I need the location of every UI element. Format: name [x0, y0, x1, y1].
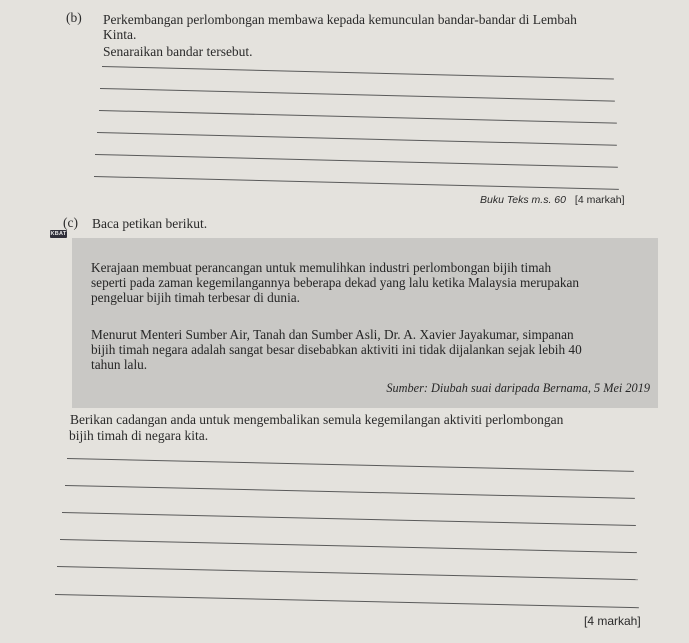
- passage-p2-line-3: tahun lalu.: [91, 357, 148, 372]
- passage-p1-line-2: seperti pada zaman kegemilangannya beberapa dekad yang lalu ketika Malaysia merupakan: [91, 275, 580, 290]
- part-b-footer: [480, 194, 625, 206]
- answer-line[interactable]: [97, 132, 617, 146]
- part-b-label: (b): [66, 10, 82, 25]
- part-b-instruction: Senaraikan bandar tersebut.: [103, 44, 253, 59]
- part-c-question-line-2: bijih timah di negara kita.: [69, 428, 209, 443]
- passage-p2-line-2: bijih timah negara adalah sangat besar disebabkan aktiviti ini tidak dijalankan sejak lebih 40: [91, 342, 582, 357]
- answer-line[interactable]: [57, 566, 638, 580]
- answer-line[interactable]: [62, 512, 636, 526]
- part-c-question-line-1: Berikan cadangan anda untuk mengembalikan semula kegemilangan aktiviti perlombongan: [70, 412, 564, 427]
- answer-line[interactable]: [102, 66, 614, 80]
- answer-line[interactable]: [65, 485, 635, 499]
- answer-line[interactable]: [95, 154, 618, 168]
- answer-line[interactable]: [99, 110, 617, 124]
- textbook-reference: Buku Teks m.s. 60: [480, 194, 566, 206]
- part-b-marks: [4 markah]: [574, 194, 625, 206]
- kbat-badge: KBAT: [50, 231, 67, 237]
- answer-line[interactable]: [100, 88, 615, 102]
- answer-line[interactable]: [67, 458, 634, 472]
- part-c-label: (c): [63, 215, 78, 230]
- part-c-marks: [4 markah]: [584, 614, 641, 628]
- answer-line[interactable]: [94, 176, 619, 190]
- part-b-question-line-2: Kinta.: [103, 27, 137, 42]
- passage-box: [72, 238, 658, 408]
- answer-line[interactable]: [55, 594, 639, 608]
- passage-p1-line-1: Kerajaan membuat perancangan untuk memulihkan industri perlombongan bijih timah: [91, 260, 552, 275]
- passage-source: Sumber: Diubah suai daripada Bernama, 5 Mei 2019: [386, 381, 650, 395]
- answer-line[interactable]: [60, 539, 637, 553]
- passage-p2-line-1: Menurut Menteri Sumber Air, Tanah dan Sumber Asli, Dr. A. Xavier Jayakumar, simpanan: [91, 327, 574, 342]
- passage-p1-line-3: pengeluar bijih timah terbesar di dunia.: [91, 290, 300, 305]
- part-b-question-line-1: Perkembangan perlombongan membawa kepada kemunculan bandar-bandar di Lembah: [103, 12, 577, 27]
- part-c-instruction: Baca petikan berikut.: [92, 216, 208, 231]
